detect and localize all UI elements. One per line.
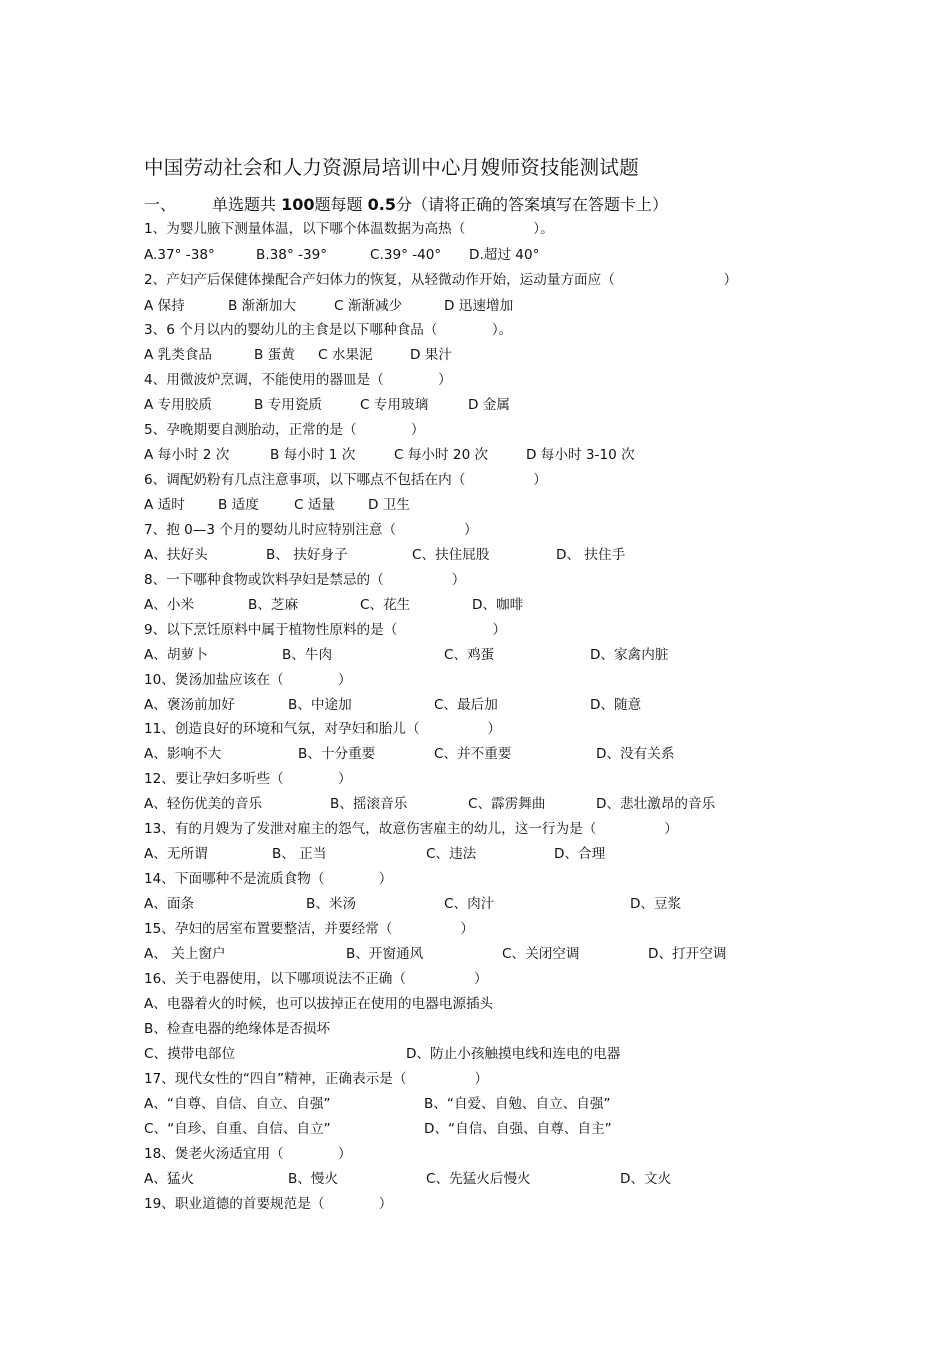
question-18: 18、煲老火汤适宜用（ ）: [144, 1146, 352, 1162]
option-16-a: A、电器着火的时候，也可以拔掉正在使用的电器电源插头: [144, 996, 494, 1012]
option-c: C、先猛火后慢火: [426, 1171, 531, 1187]
option-d: D 果汁: [410, 347, 452, 363]
option-b: B 蛋黄: [254, 347, 295, 363]
option-b: B 渐渐加大: [228, 298, 297, 314]
question-9: 9、以下烹饪原料中属于植物性原料的是（ ）: [144, 622, 507, 638]
option-a: A.37° -38°: [144, 247, 215, 263]
section-number: 一、: [144, 195, 177, 214]
option-c: C、肉汁: [444, 896, 495, 912]
option-c: C、霹雳舞曲: [468, 796, 546, 812]
question-16: 16、关于电器使用，以下哪项说法不正确（ ）: [144, 971, 488, 987]
question-count: 100: [281, 195, 315, 214]
option-b: B、芝麻: [248, 597, 299, 613]
option-b: B、慢火: [288, 1171, 339, 1187]
option-d: D、豆浆: [630, 896, 682, 912]
option-d: D 迅速增加: [444, 298, 514, 314]
option-c: C、“自珍、自重、自信、自立”: [144, 1121, 331, 1137]
option-a: A、“自尊、自信、自立、自强”: [144, 1096, 331, 1112]
option-b: B 专用瓷质: [254, 397, 323, 413]
option-c: C、鸡蛋: [444, 647, 495, 663]
option-b: B、摇滚音乐: [330, 796, 408, 812]
option-c: C、花生: [360, 597, 411, 613]
option-b: B、开窗通风: [346, 946, 424, 962]
option-b: B、米汤: [306, 896, 357, 912]
option-b: B.38° -39°: [256, 247, 328, 263]
question-15: 15、孕妇的居室布置要整洁，并要经常（ ）: [144, 921, 474, 937]
option-a: A 适时: [144, 497, 185, 513]
option-c: C、扶住屁股: [412, 547, 490, 563]
option-b: B、“自爱、自勉、自立、自强”: [424, 1096, 611, 1112]
option-b: B 每小时 1 次: [270, 447, 356, 463]
section-text-b: 题每题: [314, 195, 363, 214]
option-d: D、 扶住手: [556, 547, 626, 563]
option-d: D 每小时 3-10 次: [526, 447, 635, 463]
section-heading: [144, 192, 668, 215]
option-c: C 每小时 20 次: [394, 447, 489, 463]
option-c: C、并不重要: [434, 746, 512, 762]
question-11: 11、创造良好的环境和气氛，对孕妇和胎儿（ ）: [144, 721, 502, 737]
option-a: A、褒汤前加好: [144, 697, 235, 713]
option-b: B、 正当: [272, 846, 327, 862]
question-1: 1、为婴儿腋下测量体温，以下哪个体温数据为高热（ ）。: [144, 221, 554, 237]
option-b: B 适度: [218, 497, 259, 513]
option-b: B、十分重要: [298, 746, 376, 762]
option-c: C.39° -40°: [370, 247, 442, 263]
option-a: A、轻伤优美的音乐: [144, 796, 263, 812]
option-c: C、关闭空调: [502, 946, 580, 962]
option-d: D、“自信、自强、自尊、自主”: [424, 1121, 612, 1137]
option-d: D、咖啡: [472, 597, 524, 613]
option-a: A、小米: [144, 597, 195, 613]
option-a: A 乳类食品: [144, 347, 212, 363]
question-8: 8、一下哪种食物或饮料孕妇是禁忌的（ ）: [144, 572, 466, 588]
question-6: 6、调配奶粉有几点注意事项，以下哪点不包括在内（ ）: [144, 472, 547, 488]
option-c: C、违法: [426, 846, 477, 862]
question-3: 3、6 个月以内的婴幼儿的主食是以下哪种食品（ ）。: [144, 322, 513, 338]
option-a: A、扶好头: [144, 547, 208, 563]
question-7: 7、抱 0—3 个月的婴幼儿时应特别注意（ ）: [144, 522, 478, 538]
option-d: D、家禽内脏: [590, 647, 669, 663]
option-a: A、 关上窗户: [144, 946, 226, 962]
page-title: 中国劳动社会和人力资源局培训中心月嫂师资技能测试题: [144, 156, 640, 179]
question-14: 14、下面哪种不是流质食物（ ）: [144, 871, 393, 887]
option-b: B、中途加: [288, 697, 352, 713]
question-10: 10、煲汤加盐应该在（ ）: [144, 672, 352, 688]
question-19: 19、职业道德的首要规范是（ ）: [144, 1196, 393, 1212]
option-a: A、无所谓: [144, 846, 208, 862]
question-5: 5、孕晚期要自测胎动，正常的是（ ）: [144, 422, 425, 438]
option-a: A、影响不大: [144, 746, 222, 762]
option-a: A 专用胶质: [144, 397, 212, 413]
option-d: D、合理: [554, 846, 606, 862]
option-d: D.超过 40°: [469, 247, 540, 263]
option-d: D 卫生: [368, 497, 410, 513]
question-12: 12、要让孕妇多听些（ ）: [144, 771, 352, 787]
option-a: A、猛火: [144, 1171, 195, 1187]
option-a: A、胡萝卜: [144, 647, 208, 663]
option-d: D、随意: [590, 697, 642, 713]
option-a: A 每小时 2 次: [144, 447, 230, 463]
option-d: D、没有关系: [596, 746, 675, 762]
option-d: D、防止小孩触摸电线和连电的电器: [406, 1046, 621, 1062]
option-d: D、打开空调: [648, 946, 727, 962]
option-16-b: B、检查电器的绝缘体是否损坏: [144, 1021, 331, 1037]
option-a: A、面条: [144, 896, 195, 912]
question-13: 13、有的月嫂为了发泄对雇主的怨气，故意伤害雇主的幼儿，这一行为是（ ）: [144, 821, 678, 837]
option-d: D、文火: [620, 1171, 672, 1187]
option-c: C、最后加: [434, 697, 498, 713]
question-17: 17、现代女性的“四自”精神，正确表示是（ ）: [144, 1071, 489, 1087]
option-c: C、摸带电部位: [144, 1046, 236, 1062]
option-b: B、 扶好身子: [266, 547, 348, 563]
option-a: A 保持: [144, 298, 185, 314]
option-c: C 适量: [294, 497, 336, 513]
question-score: 0.5: [367, 195, 396, 214]
section-text-a: 单选题共: [212, 195, 277, 214]
option-b: B、牛肉: [282, 647, 333, 663]
option-c: C 水果泥: [318, 347, 373, 363]
option-c: C 专用玻璃: [360, 397, 429, 413]
option-d: D 金属: [468, 397, 510, 413]
question-4: 4、用微波炉烹调，不能使用的器皿是（ ）: [144, 372, 452, 388]
section-text-c: 分（请将正确的答案填写在答题卡上）: [395, 195, 668, 214]
question-2: 2、产妇产后保健体操配合产妇体力的恢复，从轻微动作开始，运动量方面应（ ）: [144, 272, 738, 288]
option-c: C 渐渐减少: [334, 298, 403, 314]
option-d: D、悲壮激昂的音乐: [596, 796, 716, 812]
